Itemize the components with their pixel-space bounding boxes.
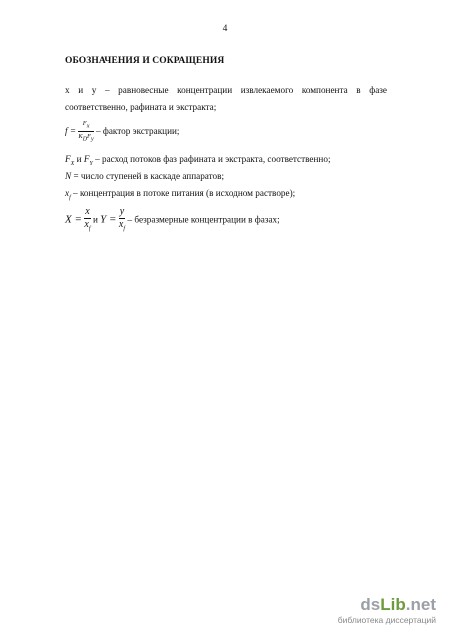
flows-definition: $F_X$ и $F_Y$ – расход потоков фаз рафината и экстракта, соответственно; [65, 154, 331, 167]
dslib-logo: dsLib.net [360, 595, 436, 614]
stages-definition: N = число ступеней в каскаде аппаратов; [65, 171, 225, 181]
page-number: 4 [222, 24, 228, 34]
section-heading: ОБОЗНАЧЕНИЯ И СОКРАЩЕНИЯ [65, 56, 225, 66]
dslib-watermark [338, 596, 436, 625]
f-description: – фактор экстракции; [96, 125, 180, 136]
f-lhs: f = [65, 125, 77, 136]
dslib-subtitle: библиотека диссертаций [337, 615, 436, 625]
xy-definition-line2: соответственно, рафината и экстракта; [65, 102, 217, 112]
f-numerator: $F_x$ [78, 119, 93, 132]
feed-concentration-definition: $x_f$ – концентрация в потоке питания (в исходном растворе); [65, 188, 296, 201]
dimensionless-concentrations-definition: X = $\frac{x}{x_f}$ и Y = $\frac{y}{x_f}$ – безразмерные концентрации в фазах; [65, 206, 387, 235]
xy-definition-line1: x и y – равновесные концентрации извлекаемого компонента в фазе [65, 85, 387, 95]
f-denominator: $K_DF_y$ [78, 133, 94, 143]
Y-fraction: $\frac{y}{x_f}$ [118, 206, 126, 232]
X-fraction: $\frac{x}{x_f}$ [84, 206, 91, 232]
extraction-factor-definition [65, 119, 387, 145]
extraction-factor-fraction [78, 119, 93, 145]
